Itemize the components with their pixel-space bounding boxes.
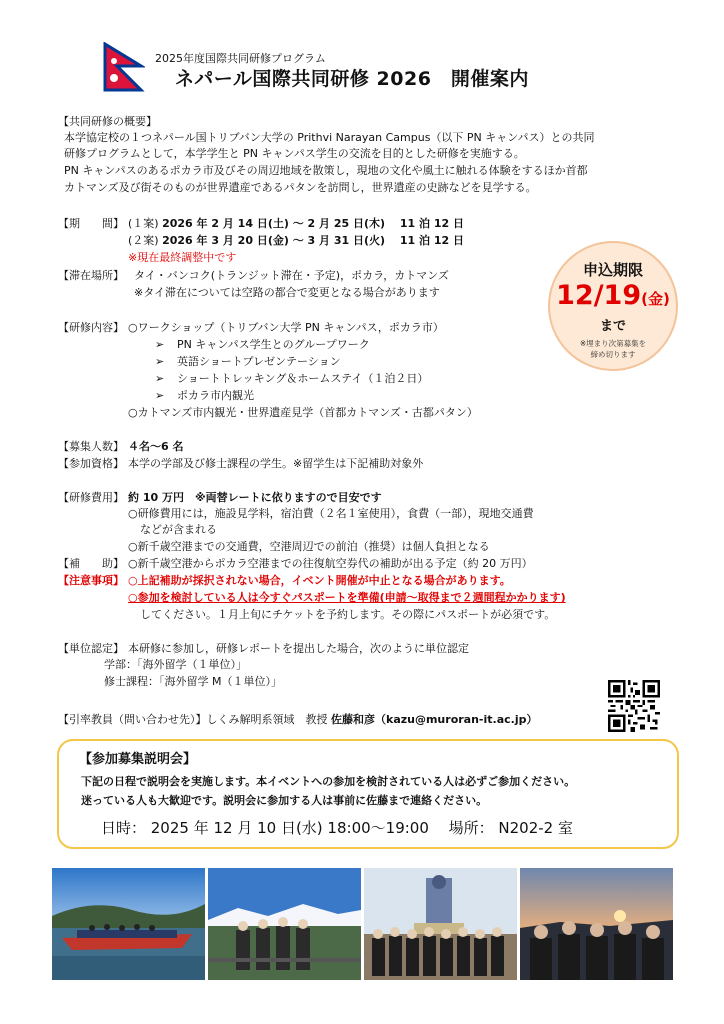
credit-label: 【単位認定】 [58,642,124,655]
lake-boat-photo [52,868,205,980]
period-plan2 [128,233,464,249]
overview-line: 研修プログラムとして，本学学生と PN キャンパス学生の交流を目的とした研修を実施する。 [64,147,525,160]
content-item [155,337,370,353]
subsidy-label: 【補 助】 [58,557,124,570]
recruit-label: 【募集人数】 [58,440,124,453]
period-plan2-prefix: (２案) [128,234,159,247]
deadline-date-value: 12/19 [556,280,642,311]
mountain-viewpoint-photo [208,868,361,980]
content-item-text: PN キャンパス学生とのグループワーク [177,338,370,351]
nepal-flag-icon [103,42,145,92]
qualify-label: 【参加資格】 [58,457,124,470]
content-item [155,354,341,370]
overview-heading: 【共同研修の概要】 [58,115,157,128]
session-title: 【参加募集説明会】 [79,752,197,767]
caution-label: 【注意事項】 [58,574,124,587]
arrow-bullet-icon: ➢ [155,372,165,385]
deadline-note-line2: 締め切ります [590,350,636,359]
contact-name[interactable]: 佐藤和彦（kazu@muroran-it.ac.jp） [331,713,538,726]
program-subtitle: 2025年度国際共同研修プログラム [155,52,326,65]
content-item [155,388,254,404]
qualify-value: 本学の学部及び修士課程の学生。※留学生は下記補助対象外 [128,457,424,470]
contact-dept: しくみ解明系領域 教授 [206,713,328,726]
deadline-weekday: (金) [641,290,670,308]
credit-undergrad: 学部：「海外留学（１単位）」 [104,658,247,671]
period-plan1-dates: 2026 年 2 月 14 日(土) ～ 2 月 25 日(木) 11 泊 12 日 [162,217,464,230]
cost-value: 約 10 万円 ※両替レートに依りますので目安です [128,491,382,504]
credit-master: 修士課程：「海外留学 M（１単位）」 [104,675,282,688]
deadline-note [550,338,676,360]
cost-line: ○新千歳空港までの交通費，空港周辺での前泊（推奨）は個人負担となる [128,540,490,553]
period-plan1 [128,216,464,232]
content-tour: ○カトマンズ市内観光・世界遺産見学（首都カトマンズ・古都パタン） [128,406,478,419]
stay-value: タイ・バンコク(トランジット滞在・予定)，ポカラ，カトマンズ [134,269,449,282]
info-session-box [57,739,679,849]
session-line: 迷っている人も大歓迎です。説明会に参加する人は事前に佐藤まで連絡ください。 [81,794,488,807]
content-item-text: 英語ショートプレゼンテーション [177,355,341,368]
cost-line: などが含まれる [140,523,217,536]
overview-line: カトマンズ及び街そのものが世界遺産であるパタンを訪問し，世界遺産の史跡などを見学する。 [64,181,537,194]
deadline-date [550,280,676,315]
arrow-bullet-icon: ➢ [155,389,165,402]
contact-line [58,712,537,728]
content-workshop: ○ワークショップ（トリブバン大学 PN キャンパス，ポカラ市） [128,321,444,334]
deadline-label: 申込期限 [582,261,643,279]
arrow-bullet-icon: ➢ [155,338,165,351]
stay-label: 【滞在場所】 [58,269,124,282]
sunrise-group-photo [520,868,673,980]
content-item [155,371,428,387]
recruit-value: ４名～6 名 [128,440,184,453]
caution-line: ○参加を検討している人は今すぐパスポートを準備(申請～取得まで２週間程かかります) [128,591,566,604]
deadline-note-line1: ※埋まり次第募集を [579,339,647,348]
content-item-text: ショートトレッキング＆ホームステイ（１泊２日） [177,372,429,385]
content-label: 【研修内容】 [58,321,124,334]
cost-label: 【研修費用】 [58,491,124,504]
overview-line: PN キャンパスのあるポカラ市及びその周辺地域を散策し，現地の文化や風土に触れる体験をするほか首都 [64,164,588,177]
period-plan2-dates: 2026 年 3 月 20 日(金) ～ 3 月 31 日(火) 11 泊 12 日 [162,234,464,247]
stay-note: ※タイ滞在については空路の都合で変更となる場合があります [134,286,440,299]
period-label: 【期 間】 [58,217,124,230]
qr-code-icon[interactable] [608,680,660,732]
credit-value: 本研修に参加し，研修レポートを提出した場合，次のように単位認定 [128,642,469,655]
period-note: ※現在最終調整中です [128,251,237,264]
caution-line: ○上記補助が採択されない場合，イベント開催が中止となる場合があります。 [128,574,511,587]
deadline-badge [548,241,678,371]
period-plan1-prefix: (１案) [128,217,159,230]
caution-line: してください。１月上旬にチケットを予約します。その際にパスポートが必須です。 [140,608,556,621]
overview-line: 本学協定校の１つネパール国トリブバン大学の Prithvi Narayan Campus（以下 PN キャンパス）との共同 [64,131,595,144]
contact-label: 【引率教員（問い合わせ先）】 [58,713,207,726]
arrow-bullet-icon: ➢ [155,355,165,368]
shiva-statue-photo [364,868,517,980]
session-line: 下記の日程で説明会を実施します。本イベントへの参加を検討されている人は必ずご参加ください。 [81,775,576,788]
subsidy-value: ○新千歳空港からポカラ空港までの往復航空券代の補助が出る予定（約 20 万円） [128,557,533,570]
deadline-suffix: まで [599,319,626,334]
content-item-text: ポカラ市内観光 [177,389,254,402]
cost-line: ○研修費用には，施設見学料，宿泊費（２名１室使用），食費（一部），現地交通費 [128,507,534,520]
session-date: 日時： 2025 年 12 月 10 日(水) 18:00～19:00 場所： N202-2 室 [101,819,573,837]
page-title: ネパール国際共同研修 2026 開催案内 [175,68,529,90]
